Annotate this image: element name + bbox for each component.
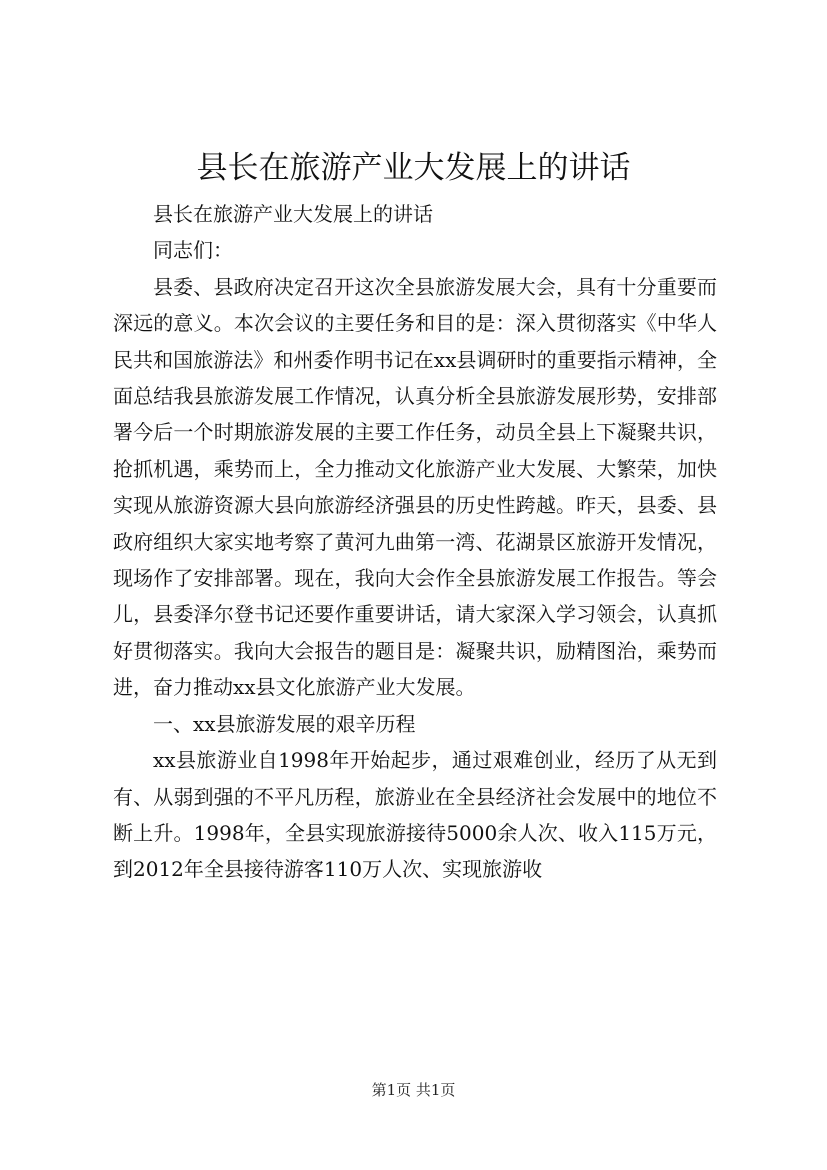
body-paragraph-intro: 县委、县政府决定召开这次全县旅游发展大会，具有十分重要而深远的意义。本次会议的主要任务和目的是：深入贯彻落实《中华人民共和国旅游法》和州委作明书记在xx县调研时的重要指示精神，全面总结我县旅游发展工作情况，认真分析全县旅游发展形势，安排部署今后一个时期旅游发展的主要工作任务，动员全县上下凝聚共识，抢抓机遇，乘势而上，全力推动文化旅游产业大发展、大繁荣，加快实现从旅游资源大县向旅游经济强县的历史性跨越。昨天，县委、县政府组织大家实地考察了黄河九曲第一湾、花湖景区旅游开发情况，现场作了安排部署。现在，我向大会作全县旅游发展工作报告。等会儿，县委泽尔登书记还要作重要讲话，请大家深入学习领会，认真抓好贯彻落实。我向大会报告的题目是：凝聚共识，励精图治，乘势而进，奋力推动xx县文化旅游产业大发展。 xyxy=(113,274,717,700)
section-heading: 一、xx县旅游发展的艰辛历程 xyxy=(153,711,416,736)
document-body xyxy=(113,196,717,888)
page-footer: 第1页 共1页 xyxy=(371,1081,456,1099)
body-paragraph-history: xx县旅游业自1998年开始起步，通过艰难创业，经历了从无到有、从弱到强的不平凡历程，旅游业在全县经济社会发展中的地位不断上升。1998年，全县实现旅游接待5000余人次、收入115万元，到2012年全县接待游客110万人次、实现旅游收 xyxy=(113,748,717,882)
document-title: 县长在旅游产业大发展上的讲话 xyxy=(196,150,631,186)
salutation-paragraph: 同志们： xyxy=(153,238,233,263)
subtitle-paragraph: 县长在旅游产业大发展上的讲话 xyxy=(153,202,433,226)
